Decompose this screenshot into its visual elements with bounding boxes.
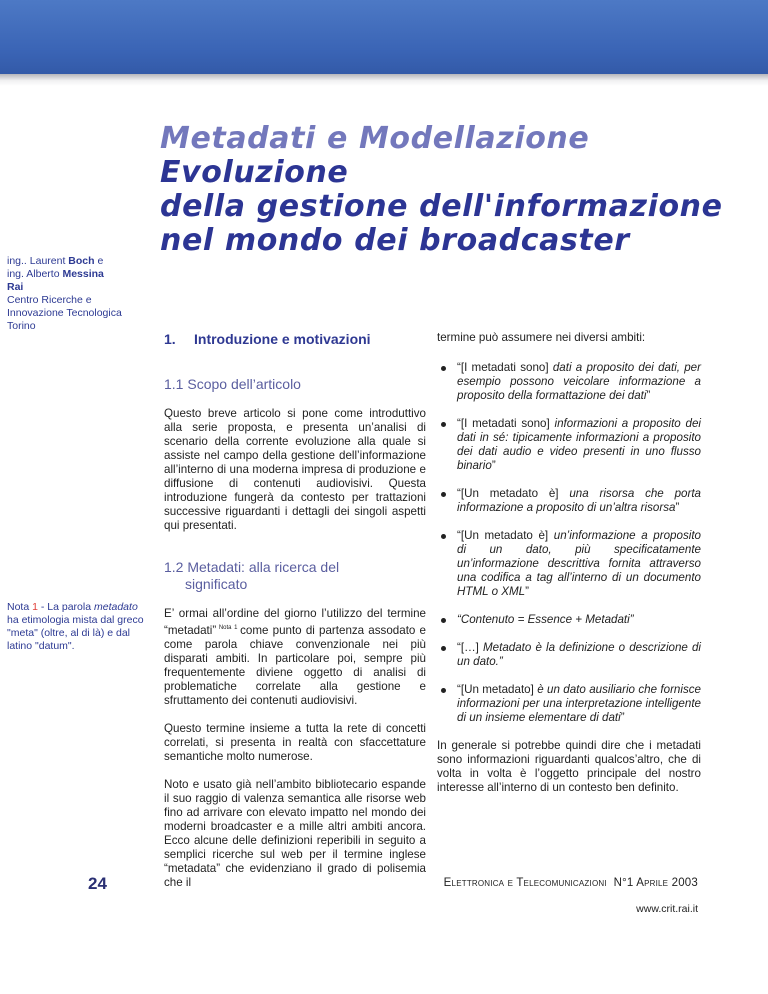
journal-name: Elettronica e Telecomunicazioni bbox=[443, 877, 607, 889]
definitions-list bbox=[437, 361, 701, 725]
page-number: 24 bbox=[88, 874, 107, 893]
definition-prefix: “[Un metadato è] bbox=[457, 529, 554, 542]
author-1-name: Boch bbox=[68, 255, 95, 267]
paragraph-scope: Questo breve articolo si pone come introduttivo alla serie proposta, e presenta un’analisi di scenario della corrente evoluzione alla quale si assiste nel campo della gestione dell’informazione all’interno di una moderna impresa di produzione e diffusione di contenuti audiovisivi. Questa introduzione fungerà da contesto per trattazioni successive riguardanti i dettagli dei singoli aspetti qui presentati. bbox=[164, 407, 426, 532]
definition-text: “Contenuto = Essence + Metadati” bbox=[457, 613, 634, 626]
paragraph-metadata-term-a: E’ ormai all’ordine del giorno l’utilizzo del termine “metadati” bbox=[164, 607, 426, 637]
note-reference: Nota 1 bbox=[216, 625, 241, 631]
definition-item bbox=[437, 487, 701, 515]
definition-suffix: ” bbox=[620, 711, 625, 724]
article-title bbox=[160, 122, 760, 258]
definition-suffix: ” bbox=[675, 501, 680, 514]
definition-text: una risorsa che porta informazione a proposito di un’altra risorsa bbox=[457, 487, 701, 514]
subsection-1-1-heading: 1.1 Scopo dell’articolo bbox=[164, 376, 301, 392]
left-column bbox=[164, 327, 426, 904]
definition-suffix: ” bbox=[491, 459, 496, 472]
section-1-number: 1. bbox=[164, 331, 176, 347]
journal-issue: N°1 Aprile 2003 bbox=[613, 877, 698, 889]
definition-text: un’informazione a proposito di un dato, più specificatamente un’informazione descrittiva fornita attraverso una codifica a tag all’interno di un documento HTML o XML bbox=[457, 529, 701, 598]
title-line-2: Evoluzione bbox=[160, 155, 349, 190]
author-org: Rai bbox=[7, 281, 24, 293]
definition-item bbox=[437, 613, 701, 627]
right-column-lead: termine può assumere nei diversi ambiti: bbox=[437, 331, 646, 344]
definition-prefix: “[Un metadato è] bbox=[457, 487, 570, 500]
definition-item bbox=[437, 417, 701, 473]
footer-journal bbox=[444, 877, 698, 889]
note-text: ha etimologia mista dal greco "meta" (oltre, al di là) e dal latino "datum". bbox=[7, 614, 144, 652]
paragraph-metadata-term bbox=[164, 607, 426, 708]
paragraph-definitions-intro: Noto e usato già nell’ambito bibliotecario espande il suo raggio di valenza semantica alle risorse web fino ad arrivare con elevato impatto nel mondo dei moderni broadcaster e a mille altri ambiti ancora. Ecco alcune delle definizioni reperibili in seguito a semplici ricerche sul web per il termine inglese “metadata” che evidenziano il grado di polisemia che il bbox=[164, 777, 426, 889]
paragraph-semantic-facets: Questo termine insieme a tutta la rete di concetti correlati, si presenta in realtà con sfaccettature semantiche molto numerose. bbox=[164, 721, 426, 763]
note-label: Nota bbox=[7, 601, 33, 613]
definition-prefix: “[…] bbox=[457, 641, 484, 654]
subsection-1-2-title-a: 1.2 Metadati: alla ricerca del bbox=[164, 559, 340, 575]
right-column bbox=[437, 327, 701, 807]
definition-suffix: ” bbox=[646, 389, 651, 402]
author-1-prefix: ing.. Laurent bbox=[7, 255, 69, 267]
definition-prefix: “[I metadati sono] bbox=[457, 417, 555, 430]
definition-text: Metadato è la definizione o descrizione di un dato.” bbox=[457, 641, 702, 668]
footer-url: www.crit.rai.it bbox=[636, 903, 698, 915]
definition-item bbox=[437, 529, 701, 599]
definition-text: è un dato ausiliario che fornisce informazioni per una interpretazione intelligente di un insieme elementare di dati bbox=[457, 683, 701, 724]
title-line-4: nel mondo dei broadcaster bbox=[160, 223, 630, 258]
definition-text: dati a proposito dei dati, per esempio possono veicolare informazione a proposito della formattazione dei dati bbox=[457, 361, 701, 402]
author-1-suffix: e bbox=[94, 255, 104, 267]
author-block bbox=[7, 255, 152, 333]
definition-prefix: “[I metadati sono] bbox=[457, 361, 553, 374]
subsection-1-2-title-b: significato bbox=[185, 576, 248, 592]
note-number: 1 bbox=[32, 601, 38, 613]
note-separator: - La parola bbox=[37, 601, 94, 613]
author-city: Torino bbox=[7, 320, 36, 332]
margin-note bbox=[7, 601, 152, 653]
header-band-shadow bbox=[0, 74, 768, 86]
paragraph-closing: In generale si potrebbe quindi dire che i metadati sono informazioni riguardanti qualcos’altro, che di volta in volta è l’oggetto principale del nostro interesse all’interno di un contesto ben definito. bbox=[437, 739, 701, 794]
note-term: metadato bbox=[94, 601, 138, 613]
definition-prefix: “[Un metadato] bbox=[457, 683, 538, 696]
title-line-1: Metadati e Modellazione bbox=[160, 121, 590, 156]
definition-item bbox=[437, 361, 701, 403]
author-dept-2: Innovazione Tecnologica bbox=[7, 307, 122, 319]
author-2-name: Messina bbox=[62, 268, 104, 280]
definition-item bbox=[437, 683, 701, 725]
paragraph-metadata-term-b: come punto di partenza assodato e come parola chiave convenzionale nei più disparati ambiti. In particolare poi, sempre più frequentemente diviene oggetto di analisi di problematiche correlate alla gestione e sfruttamento dei contenuti audiovisivi. bbox=[164, 623, 426, 707]
author-2-prefix: ing. Alberto bbox=[7, 268, 63, 280]
subsection-1-2-heading bbox=[164, 559, 426, 593]
definition-text: informazioni a proposito dei dati in sé: tipicamente informazioni a proposito dei dati audio e video presenti in uno flusso binario bbox=[457, 417, 702, 472]
section-1-title: Introduzione e motivazioni bbox=[194, 331, 371, 347]
definition-item bbox=[437, 641, 701, 669]
title-line-3: della gestione dell'informazione bbox=[160, 189, 723, 224]
author-dept-1: Centro Ricerche e bbox=[7, 294, 92, 306]
header-band bbox=[0, 0, 768, 74]
definition-suffix: ” bbox=[525, 585, 529, 598]
section-1-heading bbox=[164, 332, 426, 346]
